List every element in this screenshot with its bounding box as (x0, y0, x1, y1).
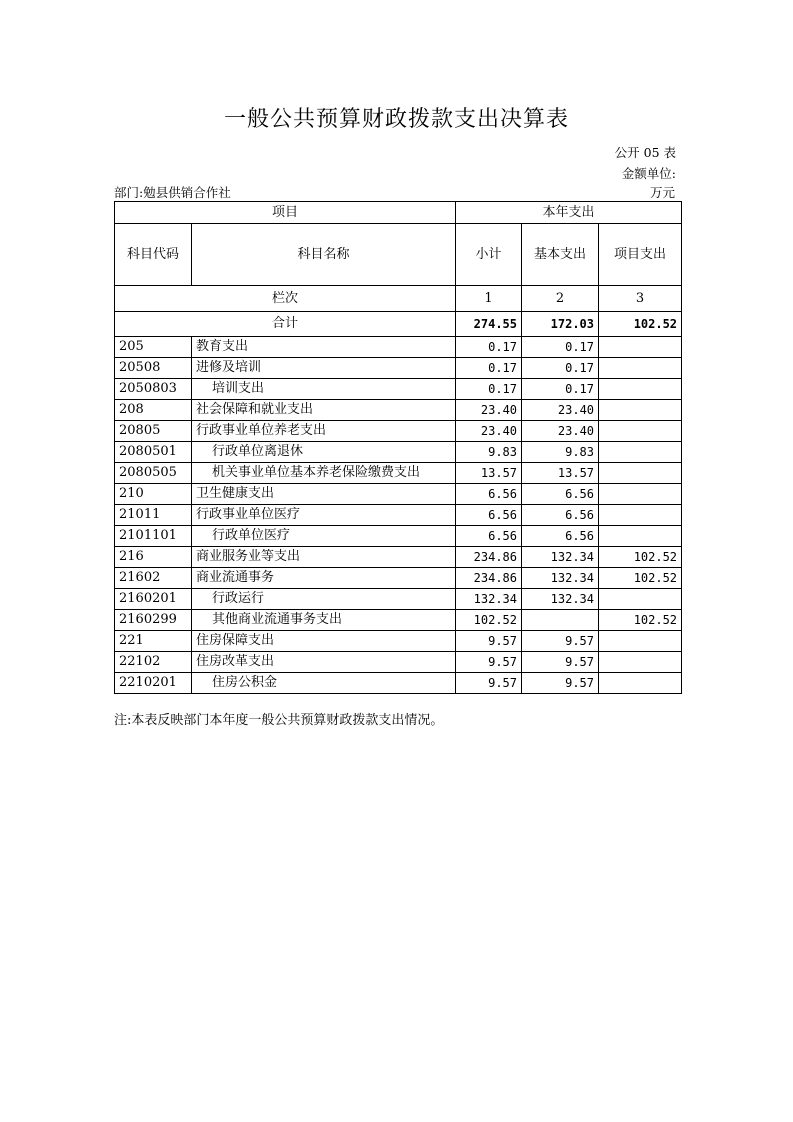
amount-unit-label: 金额单位: (621, 166, 676, 181)
table-row (115, 568, 682, 589)
row-subtotal: 9.57 (456, 631, 522, 652)
row-basic: 6.56 (522, 505, 599, 526)
row-code: 2101101 (115, 526, 192, 547)
row-project (599, 337, 682, 358)
header-current-year: 本年支出 (456, 202, 682, 224)
row-code: 221 (115, 631, 192, 652)
row-name: 进修及培训 (192, 358, 456, 379)
row-project (599, 652, 682, 673)
header-col1: 1 (456, 286, 522, 312)
row-name: 行政事业单位养老支出 (192, 421, 456, 442)
row-subtotal: 102.52 (456, 610, 522, 631)
header-project: 项目支出 (599, 224, 682, 286)
row-subtotal: 23.40 (456, 421, 522, 442)
table-row (115, 442, 682, 463)
row-project: 102.52 (599, 568, 682, 589)
row-basic: 6.56 (522, 484, 599, 505)
row-project (599, 505, 682, 526)
row-project (599, 631, 682, 652)
table-row (115, 589, 682, 610)
row-code: 21011 (115, 505, 192, 526)
header-basic: 基本支出 (522, 224, 599, 286)
row-basic: 132.34 (522, 547, 599, 568)
row-project (599, 358, 682, 379)
department-label: 部门:勉县供销合作社 (114, 185, 231, 200)
row-name: 住房公积金 (192, 673, 456, 694)
total-project: 102.52 (599, 312, 682, 337)
row-name: 商业服务业等支出 (192, 547, 456, 568)
table-rows (115, 337, 682, 694)
row-project (599, 421, 682, 442)
total-basic: 172.03 (522, 312, 599, 337)
row-subtotal: 6.56 (456, 526, 522, 547)
row-basic: 9.57 (522, 652, 599, 673)
row-code: 210 (115, 484, 192, 505)
row-project (599, 442, 682, 463)
table-row (115, 379, 682, 400)
header-name: 科目名称 (192, 224, 456, 286)
row-basic: 0.17 (522, 358, 599, 379)
header-item: 项目 (115, 202, 456, 224)
row-code: 20508 (115, 358, 192, 379)
row-name: 社会保障和就业支出 (192, 400, 456, 421)
row-code: 21602 (115, 568, 192, 589)
total-row (115, 312, 682, 337)
row-basic: 0.17 (522, 337, 599, 358)
row-project (599, 526, 682, 547)
row-project: 102.52 (599, 610, 682, 631)
table-row (115, 610, 682, 631)
row-name: 行政事业单位医疗 (192, 505, 456, 526)
total-subtotal: 274.55 (456, 312, 522, 337)
row-code: 2160299 (115, 610, 192, 631)
row-subtotal: 234.86 (456, 568, 522, 589)
row-project (599, 400, 682, 421)
row-code: 2160201 (115, 589, 192, 610)
row-basic: 23.40 (522, 421, 599, 442)
row-basic: 9.57 (522, 631, 599, 652)
header-code: 科目代码 (115, 224, 192, 286)
row-project (599, 589, 682, 610)
row-basic: 9.57 (522, 673, 599, 694)
row-name: 教育支出 (192, 337, 456, 358)
table-row (115, 673, 682, 694)
form-number: 公开 05 表 (614, 145, 676, 160)
row-code: 22102 (115, 652, 192, 673)
row-subtotal: 0.17 (456, 358, 522, 379)
row-project (599, 673, 682, 694)
table-row (115, 484, 682, 505)
row-basic: 13.57 (522, 463, 599, 484)
header-col2: 2 (522, 286, 599, 312)
header-col3: 3 (599, 286, 682, 312)
row-name: 卫生健康支出 (192, 484, 456, 505)
row-name: 行政运行 (192, 589, 456, 610)
row-name: 行政单位医疗 (192, 526, 456, 547)
row-name: 其他商业流通事务支出 (192, 610, 456, 631)
row-subtotal: 132.34 (456, 589, 522, 610)
row-project (599, 484, 682, 505)
header-subtotal: 小计 (456, 224, 522, 286)
row-name: 培训支出 (192, 379, 456, 400)
row-basic: 6.56 (522, 526, 599, 547)
row-basic: 9.83 (522, 442, 599, 463)
row-project: 102.52 (599, 547, 682, 568)
table-row (115, 505, 682, 526)
table-row (115, 463, 682, 484)
table-row (115, 337, 682, 358)
row-subtotal: 9.57 (456, 652, 522, 673)
row-code: 20805 (115, 421, 192, 442)
row-code: 208 (115, 400, 192, 421)
row-subtotal: 9.83 (456, 442, 522, 463)
row-subtotal: 6.56 (456, 505, 522, 526)
table-row (115, 652, 682, 673)
row-basic: 132.34 (522, 568, 599, 589)
row-subtotal: 13.57 (456, 463, 522, 484)
row-code: 2210201 (115, 673, 192, 694)
row-basic: 132.34 (522, 589, 599, 610)
table-row (115, 358, 682, 379)
header-column-order: 栏次 (115, 286, 456, 312)
row-subtotal: 9.57 (456, 673, 522, 694)
row-code: 216 (115, 547, 192, 568)
total-label: 合计 (115, 312, 456, 337)
row-subtotal: 23.40 (456, 400, 522, 421)
row-subtotal: 6.56 (456, 484, 522, 505)
row-project (599, 379, 682, 400)
row-subtotal: 0.17 (456, 337, 522, 358)
row-code: 205 (115, 337, 192, 358)
row-project (599, 463, 682, 484)
table-row (115, 631, 682, 652)
row-name: 行政单位离退休 (192, 442, 456, 463)
row-subtotal: 0.17 (456, 379, 522, 400)
table-row (115, 526, 682, 547)
footnote: 注:本表反映部门本年度一般公共预算财政拨款支出情况。 (114, 713, 444, 728)
table-row (115, 421, 682, 442)
table-row (115, 547, 682, 568)
row-name: 住房改革支出 (192, 652, 456, 673)
row-name: 商业流通事务 (192, 568, 456, 589)
row-subtotal: 234.86 (456, 547, 522, 568)
row-basic (522, 610, 599, 631)
page-title: 一般公共预算财政拨款支出决算表 (223, 107, 569, 132)
row-basic: 0.17 (522, 379, 599, 400)
row-name: 机关事业单位基本养老保险缴费支出 (192, 463, 456, 484)
row-name: 住房保障支出 (192, 631, 456, 652)
budget-table (114, 201, 682, 694)
row-code: 2050803 (115, 379, 192, 400)
table-row (115, 400, 682, 421)
row-basic: 23.40 (522, 400, 599, 421)
amount-unit-value: 万元 (649, 185, 675, 200)
row-code: 2080501 (115, 442, 192, 463)
row-code: 2080505 (115, 463, 192, 484)
